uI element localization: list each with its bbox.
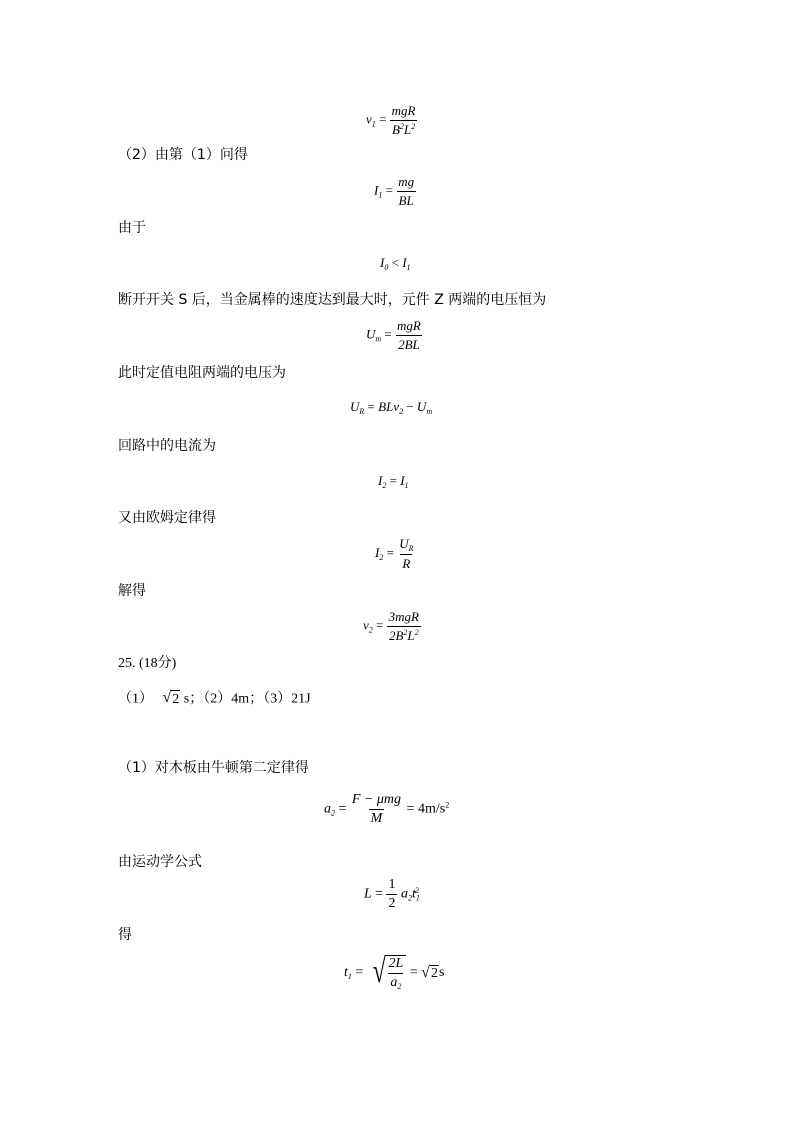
- sqrt-icon: [367, 955, 406, 991]
- symbol: U: [366, 326, 376, 342]
- equals-sign: =: [379, 111, 387, 127]
- denominator: 2: [388, 896, 396, 911]
- radicand: [385, 955, 406, 991]
- superscript: 2: [414, 885, 419, 895]
- equals-sign: =: [406, 801, 415, 817]
- equation-i1: [374, 174, 416, 209]
- fraction: [397, 536, 415, 572]
- subscript: 2: [379, 552, 384, 562]
- equals-sign: =: [367, 399, 375, 414]
- denominator: [387, 626, 421, 644]
- subscript: 2: [399, 407, 404, 416]
- symbol: L: [403, 122, 412, 137]
- equation-v1: [366, 103, 417, 138]
- numerator: 3mgR: [388, 609, 419, 624]
- less-than-sign: <: [391, 255, 399, 270]
- fraction: [386, 877, 397, 912]
- denominator: 2BL: [398, 337, 420, 352]
- symbol: B: [395, 628, 404, 643]
- equation-ur: [350, 399, 432, 416]
- numerator: mgR: [391, 103, 416, 118]
- subscript: 2: [407, 893, 412, 903]
- text-solve: 解得: [118, 583, 146, 599]
- text-newton: （1）对木板由牛顿第二定律得: [118, 760, 309, 776]
- equals-sign: =: [389, 473, 397, 488]
- symbol: I: [380, 255, 385, 270]
- subscript: 1: [406, 263, 411, 272]
- symbol: a: [324, 801, 331, 817]
- symbol: U: [399, 536, 409, 551]
- equation-i2-ohm: [375, 536, 415, 572]
- equals-sign: =: [376, 617, 384, 633]
- subscript: 0: [384, 263, 389, 272]
- subscript: m: [426, 407, 433, 416]
- numerator: mg: [398, 174, 415, 189]
- symbol: U: [416, 399, 427, 414]
- equation-a2: [324, 792, 449, 827]
- symbol: U: [350, 399, 360, 414]
- equation-um: [366, 318, 423, 353]
- subscript: 1: [371, 119, 376, 129]
- subscript: 1: [378, 190, 383, 200]
- symbol: t: [344, 965, 348, 981]
- subscript: m: [375, 334, 382, 344]
- superscript: 2: [403, 628, 408, 637]
- symbol: t: [411, 886, 416, 902]
- numerator: mgR: [397, 318, 421, 333]
- answer-text: s；（2）4m；（3）21J: [183, 691, 311, 707]
- fraction: [386, 956, 405, 991]
- superscript: 2: [411, 122, 416, 131]
- value: 4m/s: [417, 801, 446, 817]
- text-q2-intro: （2）由第（1）问得: [118, 147, 248, 163]
- text-get: 得: [118, 927, 132, 943]
- unit: s: [438, 965, 445, 981]
- equals-sign: =: [386, 544, 394, 560]
- subscript: 1: [347, 972, 352, 982]
- symbol: I: [400, 473, 405, 488]
- denominator: [388, 973, 403, 991]
- text-after-switch: 断开开关 S 后，当金属棒的速度达到最大时，元件 Z 两端的电压恒为: [118, 292, 547, 308]
- numerator: 1: [388, 877, 396, 892]
- subscript: 2: [331, 808, 335, 818]
- equation-i2-eq-i1: [378, 473, 409, 490]
- radical-sign: √: [162, 689, 172, 706]
- symbol: I: [374, 182, 379, 198]
- symbol: a: [390, 975, 398, 990]
- equals-sign: =: [384, 326, 392, 342]
- equals-sign: =: [409, 965, 418, 981]
- symbol: L: [407, 628, 415, 643]
- sqrt-icon: [163, 690, 181, 709]
- symbol: BLv: [378, 399, 400, 414]
- denominator: M: [370, 811, 383, 826]
- answers-line: [118, 690, 311, 709]
- subscript: 1: [415, 893, 420, 903]
- subscript: 2: [397, 982, 402, 991]
- superscript: 2: [399, 122, 404, 131]
- equals-sign: =: [375, 886, 383, 902]
- text-ohm-law: 又由欧姆定律得: [118, 510, 216, 526]
- answer-label: （1）: [118, 691, 153, 707]
- superscript: 2: [414, 628, 419, 637]
- fraction: [396, 174, 416, 209]
- subscript: R: [359, 407, 365, 416]
- minus-sign: −: [406, 399, 414, 414]
- equals-sign: =: [385, 182, 393, 198]
- subscript: 2: [382, 481, 387, 490]
- radicand: 2: [172, 692, 180, 707]
- symbol: I: [378, 473, 383, 488]
- radical-sign: √: [372, 953, 386, 990]
- equation-t1: [344, 955, 444, 991]
- radical-sign: √: [421, 963, 430, 981]
- subscript: 2: [368, 625, 373, 635]
- subscript: R: [408, 544, 414, 553]
- numerator: F − μmg: [351, 792, 402, 807]
- numerator: 2L: [388, 956, 404, 971]
- text-since: 由于: [118, 220, 146, 236]
- equation-i0-lt-i1: [380, 255, 411, 272]
- symbol: L: [364, 886, 372, 902]
- denominator: R: [402, 556, 411, 571]
- text-loop-current: 回路中的电流为: [118, 438, 216, 454]
- equals-sign: =: [338, 801, 347, 817]
- symbol: B: [391, 122, 400, 137]
- question-25-header: 25. (18分): [118, 656, 177, 671]
- text-resistor-voltage: 此时定值电阻两端的电压为: [118, 365, 286, 381]
- numerator: [397, 536, 415, 554]
- fraction: [390, 103, 418, 138]
- symbol: I: [402, 255, 407, 270]
- subscript: 1: [404, 481, 409, 490]
- fraction: [395, 318, 423, 353]
- equation-v2: [363, 609, 421, 644]
- symbol: I: [375, 544, 380, 560]
- fraction: [387, 609, 421, 644]
- symbol: a: [400, 886, 408, 902]
- sqrt-icon: [421, 965, 439, 982]
- denominator: [390, 120, 417, 138]
- fraction: [350, 792, 403, 827]
- symbol: v: [363, 617, 369, 633]
- radicand: 2: [430, 965, 438, 981]
- superscript: 2: [445, 800, 450, 810]
- text-kinematics: 由运动学公式: [118, 854, 202, 870]
- denominator: BL: [398, 193, 414, 208]
- equals-sign: =: [355, 965, 364, 981]
- equation-L: [364, 877, 419, 912]
- symbol: 2: [388, 628, 396, 643]
- symbol: v: [366, 111, 372, 127]
